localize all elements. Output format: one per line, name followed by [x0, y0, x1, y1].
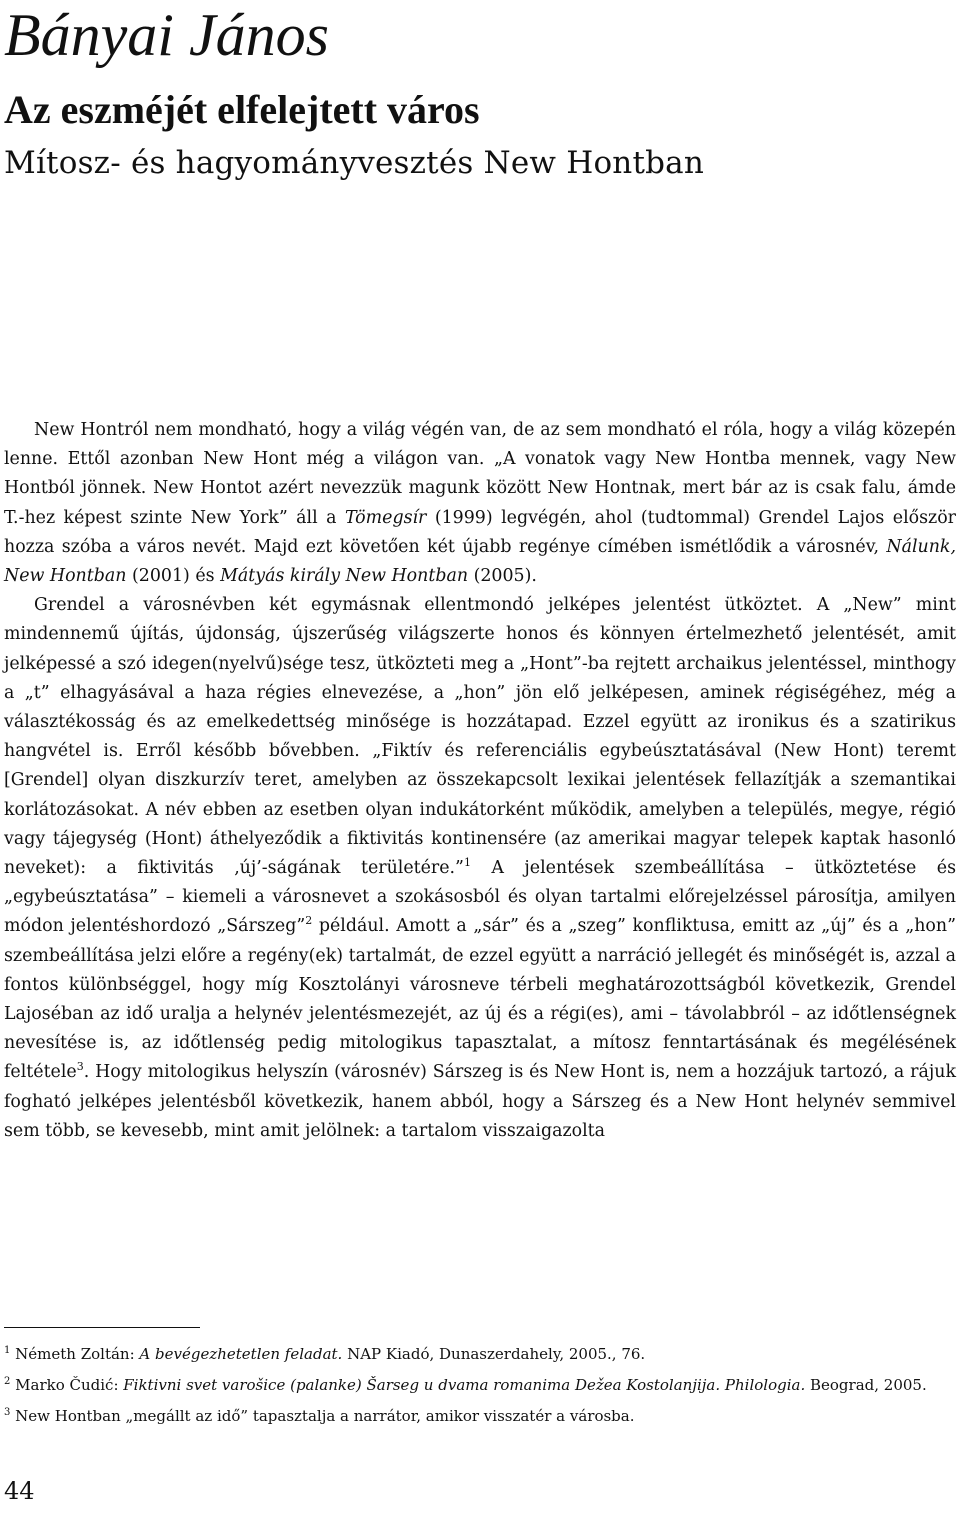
footnote-number: 3: [4, 1407, 11, 1418]
paragraph-1-text-1: New Hontról nem mondható, hogy a világ végén van, de az sem mondható el róla, hogy a világ közepén lenne. Ettől azonban New Hont még a világon van. „A vonatok vagy New Hontba mennek, vagy New Hontból jönnek. New Hontot azért nevezzük magunk között New Hontnak, mert bár az is csak falu, ámde T.-hez képest szinte New York” áll a: [4, 420, 956, 528]
paragraph-1-text-3: (2001) és: [126, 566, 221, 587]
footnote-ref-2[interactable]: 2: [305, 914, 313, 928]
footnote-italic: A bevégezhetetlen feladat.: [139, 1345, 343, 1363]
footnote-3: [4, 1402, 956, 1430]
footnote-text: New Hontban „megállt az idő” tapasztalja a narrátor, amikor visszatér a városba.: [10, 1407, 635, 1425]
footnote-ref-1[interactable]: 1: [463, 856, 471, 870]
article-subtitle: Mítosz- és hagyományvesztés New Hontban: [4, 145, 705, 181]
author-name: Bányai János: [4, 2, 329, 68]
footnote-2: [4, 1371, 956, 1399]
footnote-text: Németh Zoltán:: [10, 1345, 140, 1363]
paragraph-1: [4, 416, 956, 591]
footnote-text: Marko Čudić:: [10, 1376, 124, 1394]
paragraph-2-text-3: például. Amott a „sár” és a „szeg” konfliktusa, emitt az „új” és a „hon” szembeállítása jelzi előre a regény(ek) tartalmát, de ezzel együtt a narráció jellegét és minőségét is, azzal a fontos különbséggel, hogy míg Kosztolányi városneve térbeli meghatározottságból következik, Grendel Lajoséban az idő uralja a helynév jelentésmezejét, az új és a régi(es), ami – távolabbról – az időtlenségnek nevesítése is, az időtlenség pedig mitologikus tapasztalat, a mítosz fenntartásának és megélésének feltétele: [4, 916, 956, 1083]
footnote-number: 2: [4, 1376, 11, 1387]
book-title-matyas: Mátyás király New Hontban: [220, 566, 469, 587]
footnote-number: 1: [4, 1345, 11, 1356]
footnote-text-end: NAP Kiadó, Dunaszerdahely, 2005., 76.: [342, 1345, 646, 1363]
paragraph-2-text-4: . Hogy mitologikus helyszín (városnév) Sárszeg is és New Hont is, nem a hozzájuk tartozó, a rájuk fogható jelképes jelentésből következik, hanem abból, hogy a Sárszeg és a New Hont helynév semmivel sem több, se kevesebb, mint amit jelölnek: a tartalom visszaigazolta: [4, 1062, 956, 1141]
book-title-tomegsir: Tömegsír: [344, 507, 427, 528]
footnote-divider: [4, 1327, 200, 1328]
book-title-nalunk: Nálunk, New Hontban: [4, 536, 956, 587]
footnote-text-end: Beograd, 2005.: [805, 1376, 927, 1394]
paragraph-1-text-4: (2005).: [468, 566, 537, 587]
footnote-1: [4, 1340, 956, 1368]
article-body: [4, 416, 956, 1146]
footnotes: [4, 1340, 956, 1433]
paragraph-1-text-2: (1999) legvégén, ahol (tudtommal) Grendel Lajos először hozza szóba a város nevét. Majd ezt követően két újabb regénye címében ismétlődik a városnév,: [4, 507, 956, 557]
page-number: 44: [4, 1477, 35, 1505]
article-title: Az eszméjét elfelejtett város: [4, 87, 480, 132]
footnote-ref-3[interactable]: 3: [76, 1060, 84, 1074]
paragraph-2-text-1: Grendel a városnévben két egymásnak ellentmondó jelképes jelentést ütköztet. A „New” mint mindennemű újítás, újdonság, újszerűség világszerte honos és könnyen értelmezhető jelentését, amit jelképessé a szó idegen(nyelvű)sége tesz, ütközteti meg a „Hont”-ba rejtett archaikus jelentéssel, minthogy a „t” elhagyásával a haza régies elnevezése, a „hon” jön elő jelképesen, aminek régiségéhez, még a választékosság és az emelkedettség minősége is hozzátapad. Ezzel együtt az ironikus és a szatirikus hangvétel is. Erről később bővebben. „Fiktív és referenciális egybeúsztatásával (New Hont) teremt [Grendel] olyan diszkurzív teret, amelyben az összekapcsolt lexikai jelentések fellazítják a szemantikai korlátozásokat. A név ebben az esetben olyan indukátorként működik, amelyben a település, megye, régió vagy tájegység (Hont) áthelyeződik a fiktivitás kontinensére (az amerikai magyar telepek kaptak hasonló neveket): a fiktivitás ‚új’-ságának területére.”: [4, 595, 956, 879]
paragraph-2: [4, 591, 956, 1146]
footnote-italic: Fiktivni svet varošice (palanke) Šarseg u dvama romanima Dežea Kostolanjija. Philologia.: [123, 1376, 806, 1394]
document-page: [4, 0, 956, 1520]
paragraph-2-text-2: A jelentések szembeállítása – ütköztetése és „egybeúsztatása” – kiemeli a városnevet a szokásosból és olyan tartalmi előrejelzéssel párosítja, amilyen módon jelentéshordozó „Sárszeg”: [4, 858, 956, 937]
